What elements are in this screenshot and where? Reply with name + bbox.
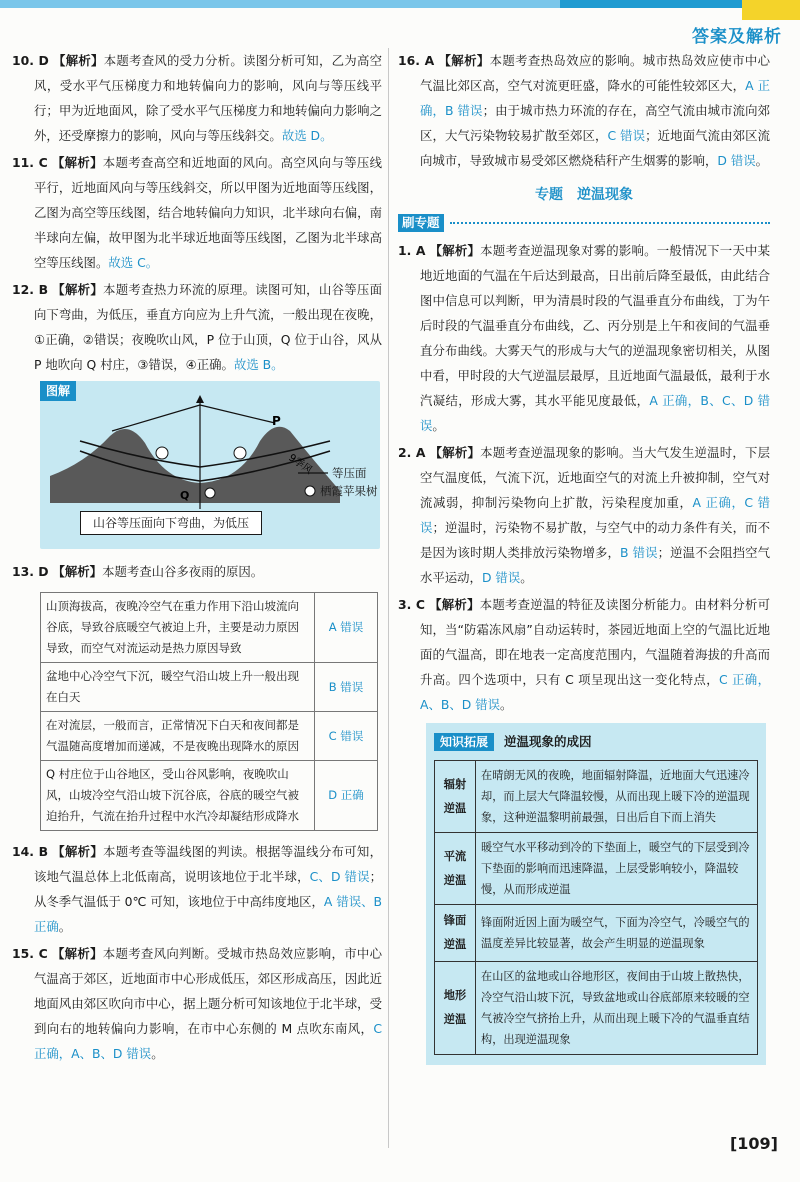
- answer-11: 11. C 【解析】本题考查高空和近地面的风向。高空风向与等压线平行，近地面风向与等压线斜交，所以甲图为近地面等压线图，乙图为高空等压线图，结合地转偏向力知识，北半球向右偏，南半球向左偏，故甲图为北半球近地面等压线图，乙图为北半球高空等压线图。故选 C。: [12, 155, 383, 270]
- knowledge-box: [426, 723, 766, 1065]
- label-p: P: [272, 414, 281, 428]
- page-number: [109]: [729, 1134, 778, 1153]
- dotted-rule: [450, 222, 770, 224]
- answer-10: 10. D 【解析】本题考查风的受力分析。读图分析可知，乙为高空风，受水平气压梯度力和地转偏向力的影响，风向与等压线平行；甲为近地面风，除了受水平气压梯度力和地转偏向力影响之外，还受摩擦力的影响，风向与等压线斜交。故选 D。: [12, 53, 382, 143]
- label-wind: 9季风: [286, 452, 315, 477]
- knowledge-table: [434, 760, 758, 1055]
- topic-answer-3: 3. C 【解析】本题考查逆温的特征及读图分析能力。由材料分析可知，当“防霜冻风扇”自动运转时，茶园近地面上空的气温比近地面的气温高，即在地表一定高度范围内，气温随着海拔的升高而升高。四个选项中，只有 C 项呈现出这一变化特点，C 正确，A、B、D 错误。: [398, 597, 770, 712]
- table-row: 盆地中心冷空气下沉，暖空气沿山坡上升一般出现在白天 B 错误: [41, 663, 378, 712]
- brush-label: 刷专题: [398, 214, 444, 232]
- brush-bar: [398, 214, 770, 232]
- answer-16: 16. A 【解析】本题考查热岛效应的影响。城市热岛效应使市中心气温比郊区高，空气对流更旺盛，降水的可能性较郊区大，A 正确，B 错误；由于城市热力环流的存在，高空气流由城市流向郊区，大气污染物较易扩散至郊区，C 错误；近地面气流由郊区流向城市，导致城市易受郊区燃烧秸秆产生烟雾的影响，D 错误。: [398, 53, 771, 168]
- column-divider: [388, 48, 389, 1148]
- topic-answer-2: 2. A 【解析】本题考查逆温现象的影响。当大气发生逆温时，下层空气温度低，气流下沉，近地面空气的对流上升被抑制，空气对流减弱，抑制污染物向上扩散，污染程度加重，A 正确，C 错误；逆温时，污染物不易扩散，与空气中的动力条件有关，而不是因为该时期人类排放污染物增多，B 错误；逆温不会阻挡空气水平运动，D 错误。: [398, 445, 771, 585]
- knowledge-header: [434, 729, 758, 754]
- table-row: 山顶海拔高，夜晚冷空气在重力作用下沿山坡流向谷底，导致谷底暖空气被迫上升，主要是动力原因导致，而空气对流运动是热力原因导致 A 错误: [41, 593, 378, 663]
- knowledge-title: 逆温现象的成因: [504, 734, 592, 749]
- answer-13: 13. D 【解析】本题考查山谷多夜雨的原因。: [12, 564, 264, 579]
- table-row: 地形逆温 在山区的盆地或山谷地形区，夜间由于山坡上散热快，冷空气沿山坡下沉，导致盆地或山谷底部原来较暖的空气被冷空气挤抬上升，从而出现上暖下冷的气温垂直结构，出现逆温现象: [435, 962, 758, 1055]
- label-q: Q: [180, 489, 190, 502]
- top-color-bar: [0, 0, 800, 8]
- right-column: [398, 48, 770, 1065]
- legend-tree: 栖霞苹果树: [320, 484, 378, 498]
- flow-arrow-right: [200, 405, 275, 423]
- topic-answer-1: 1. A 【解析】本题考查逆温现象对雾的影响。一般情况下一天中某地近地面的气温在午后达到最高，日出前后降至最低，由此结合图中信息可以判断，甲为清晨时段的气温垂直分布曲线，丁为午后时段的气温垂直分布曲线，乙、丙分别是上午和夜间的气温垂直分布曲线。大雾天气的形成与大气的逆温现象密切相关，从图中看，甲时段的大气逆温层最厚，且近地面气温最低，最利于水汽凝结，形成大雾，其水平能见度最低，A 正确，B、C、D 错误。: [398, 243, 771, 433]
- flow-arrow-left: [112, 405, 200, 431]
- answer-14: 14. B 【解析】本题考查等温线图的判读。根据等温线分布可知，该地气温总体上北低南高，说明该地位于北半球，C、D 错误；从冬季气温低于 0℃ 可知，该地位于中高纬度地区，A 错误、B 正确。: [12, 844, 383, 934]
- table-row: 平流逆温 暖空气水平移动到冷的下垫面上，暖空气的下层受到冷下垫面的影响而迅速降温，上层受影响较小，降温较慢，从而形成逆温: [435, 833, 758, 905]
- answer-15: 15. C 【解析】本题考查风向判断。受城市热岛效应影响，市中心气温高于郊区，近地面市中心形成低压，郊区形成高压，因此近地面风由郊区吹向市中心，据上题分析可知该地位于北半球，受到向右的地转偏向力影响，在市中心东侧的 M 点吹东南风，C 正确，A、B、D 错误。: [12, 946, 383, 1061]
- valley-diagram: [40, 381, 380, 549]
- legend-tree-symbol: [305, 486, 315, 496]
- table-row: 锋面逆温 锋面附近因上面为暖空气，下面为冷空气，冷暖空气的温度差异比较显著，故会产生明显的逆温现象: [435, 905, 758, 962]
- apple-tree-2: [234, 447, 246, 459]
- knowledge-badge: 知识拓展: [434, 733, 494, 751]
- section-title: 答案及解析: [692, 27, 782, 47]
- table-row: Q 村庄位于山谷地区，受山谷风影响，夜晚吹山风，山坡冷空气沿山坡下沉谷底，谷底的暖空气被迫抬升，气流在抬升过程中水汽冷却凝结形成降水 D 正确: [41, 761, 378, 831]
- topic-heading: 专题 逆温现象: [535, 187, 633, 203]
- left-column: [12, 48, 382, 1068]
- table-row: 辐射逆温 在晴朗无风的夜晚，地面辐射降温，近地面大气迅速冷却，而上层大气降温较慢，从而出现上暖下冷的逆温现象，这种逆温黎明前最强，日出后自下而上消失: [435, 761, 758, 833]
- q13-table: [40, 592, 378, 831]
- legend-isobar: 等压面: [332, 466, 367, 480]
- apple-tree-1: [156, 447, 168, 459]
- updraft-arrowhead: [196, 395, 204, 403]
- corner-accent: [742, 0, 800, 20]
- answer-12: 12. B 【解析】本题考查热力环流的原理。读图可知，山谷等压面向下弯曲，为低压，垂直方向应为上升气流，一般出现在夜晚，①正确，②错误；夜晚吹山风，P 位于山顶，Q 位于山谷，风从 P 地吹向 Q 村庄，③错误，④正确。故选 B。: [12, 282, 382, 372]
- diagram-caption: 山谷等压面向下弯曲，为低压: [80, 511, 262, 535]
- diagram-tag: 图解: [40, 381, 76, 401]
- table-row: 在对流层，一般而言，正常情况下白天和夜间都是气温随高度增加而递减，不是夜晚出现降水的原因 C 错误: [41, 712, 378, 761]
- apple-tree-3: [205, 488, 215, 498]
